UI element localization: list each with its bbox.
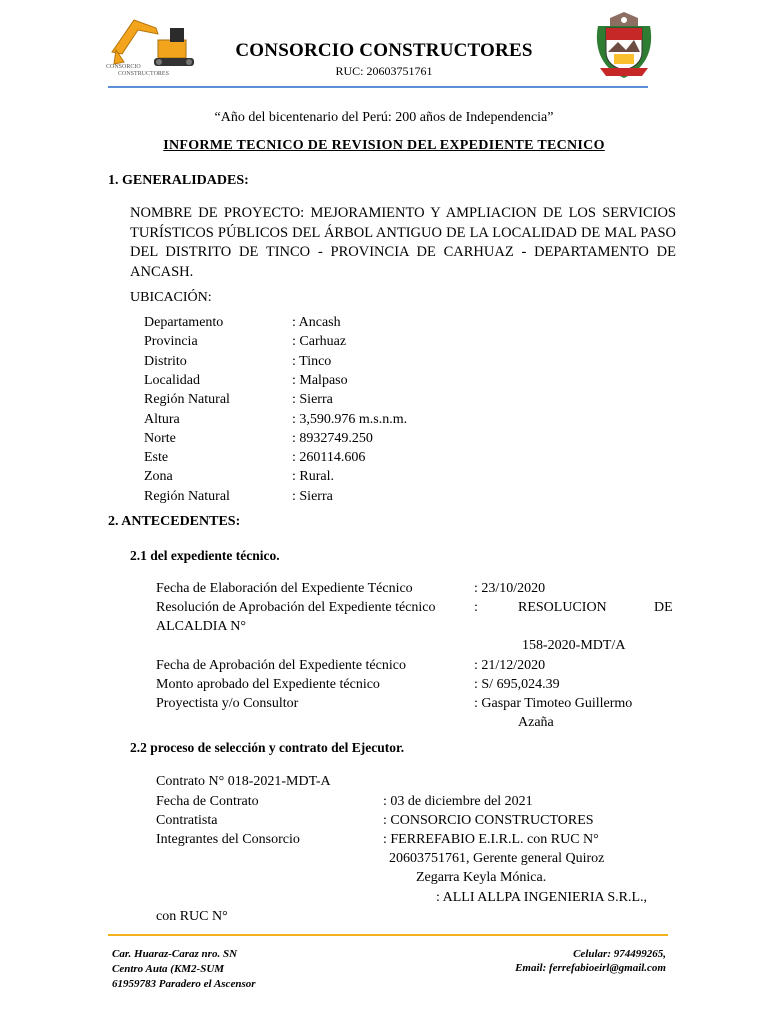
- svg-text:CONSTRUCTORES: CONSTRUCTORES: [118, 71, 169, 77]
- fecha-aprobacion-value: : 21/12/2020: [474, 658, 546, 673]
- fecha-aprobacion-label: Fecha de Aprobación del Expediente técnico: [156, 658, 406, 673]
- ubicacion-label-item: Distrito: [144, 354, 187, 369]
- ubicacion-label-item: Región Natural: [144, 489, 230, 504]
- ubicacion-value-item: : 8932749.250: [292, 431, 373, 446]
- contrato-number: Contrato N° 018-2021-MDT-A: [156, 774, 331, 789]
- ubicacion-label-item: Departamento: [144, 315, 224, 330]
- fecha-contrato-label: Fecha de Contrato: [156, 794, 259, 809]
- integrantes-line-3: Zegarra Keyla Mónica.: [416, 870, 547, 885]
- proyectista-value-cont: Azaña: [518, 715, 554, 730]
- ubicacion-label-item: Zona: [144, 469, 173, 484]
- ubicacion-label-item: Localidad: [144, 373, 200, 388]
- contratista-value: : CONSORCIO CONSTRUCTORES: [383, 813, 594, 828]
- ubicacion-value-item: : Ancash: [292, 315, 341, 330]
- coat-of-arms-seal: [592, 12, 656, 82]
- ubicacion-value-item: : Sierra: [292, 392, 333, 407]
- company-name: CONSORCIO CONSTRUCTORES: [235, 40, 533, 61]
- fecha-elaboracion-value: : 23/10/2020: [474, 581, 546, 596]
- resolucion-word-1: RESOLUCION: [518, 600, 607, 615]
- ubicacion-value-item: : Malpaso: [292, 373, 348, 388]
- ubicacion-label-item: Norte: [144, 431, 176, 446]
- footer-address-1: Car. Huaraz-Caraz nro. SN: [112, 948, 238, 960]
- resolucion-label: Resolución de Aprobación del Expediente técnico: [156, 600, 436, 615]
- section-2-heading: 2. ANTECEDENTES:: [108, 514, 241, 529]
- company-ruc: RUC: 20603751761: [335, 64, 433, 78]
- ubicacion-label-item: Altura: [144, 412, 180, 427]
- contratista-label: Contratista: [156, 813, 218, 828]
- fecha-elaboracion-label: Fecha de Elaboración del Expediente Técnico: [156, 581, 413, 596]
- footer-divider: [108, 934, 668, 936]
- ubicacion-value-item: : Sierra: [292, 489, 333, 504]
- footer-address-3: 61959783 Paradero el Ascensor: [112, 978, 256, 990]
- ubicacion-value-item: : Carhuaz: [292, 334, 347, 349]
- resolucion-number: 158-2020-MDT/A: [522, 638, 626, 653]
- year-motto: “Año del bicentenario del Perú: 200 años de Independencia”: [214, 110, 554, 125]
- svg-text:CONSORCIO: CONSORCIO: [106, 64, 141, 70]
- proyectista-value: : Gaspar Timoteo Guillermo: [474, 696, 633, 711]
- ubicacion-label-item: Este: [144, 450, 169, 465]
- proyectista-label: Proyectista y/o Consultor: [156, 696, 299, 711]
- monto-label: Monto aprobado del Expediente técnico: [156, 677, 380, 692]
- resolucion-colon: :: [474, 600, 478, 615]
- section-2-1-heading: 2.1 del expediente técnico.: [130, 548, 280, 563]
- integrantes-line-5: con RUC N°: [156, 909, 228, 924]
- ubicacion-label-item: Provincia: [144, 334, 198, 349]
- fecha-contrato-value: : 03 de diciembre del 2021: [383, 794, 533, 809]
- section-1-heading: 1. GENERALIDADES:: [108, 173, 249, 188]
- ubicacion-label: UBICACIÓN:: [130, 290, 212, 305]
- header-divider: [108, 86, 648, 88]
- ubicacion-value-item: : Rural.: [292, 469, 334, 484]
- resolucion-continuation: ALCALDIA N°: [156, 619, 246, 634]
- integrantes-line-2: 20603751761, Gerente general Quiroz: [389, 851, 605, 866]
- integrantes-line-1: : FERREFABIO E.I.R.L. con RUC N°: [383, 832, 599, 847]
- footer-address-2: Centro Auta (KM2-SUM: [112, 963, 225, 975]
- footer-phone: Celular: 974499265,: [573, 948, 666, 960]
- section-2-2-heading: 2.2 proceso de selección y contrato del Ejecutor.: [130, 740, 405, 755]
- ubicacion-value-item: : 260114.606: [292, 450, 366, 465]
- ubicacion-label-item: Región Natural: [144, 392, 230, 407]
- project-name-paragraph: NOMBRE DE PROYECTO: MEJORAMIENTO Y AMPLIACION DE LOS SERVICIOS TURÍSTICOS PÚBLICOS DEL ÁRBOL ANTIGUO DE LA LOCALIDAD DE MAL PASO DEL DISTRITO DE TINCO - PROVINCIA DE CARHUAZ - DEPARTAMENTO DE ANCASH.: [130, 205, 676, 280]
- document-title: INFORME TECNICO DE REVISION DEL EXPEDIENTE TECNICO: [163, 138, 605, 153]
- integrantes-label: Integrantes del Consorcio: [156, 832, 300, 847]
- footer-email: Email: ferrefabioeirl@gmail.com: [515, 962, 666, 974]
- integrantes-line-4: : ALLI ALLPA INGENIERIA S.R.L.,: [436, 890, 648, 905]
- ubicacion-value-item: : 3,590.976 m.s.n.m.: [292, 412, 408, 427]
- ubicacion-value-item: : Tinco: [292, 354, 332, 369]
- monto-value: : S/ 695,024.39: [474, 677, 560, 692]
- resolucion-word-2: DE: [654, 600, 673, 615]
